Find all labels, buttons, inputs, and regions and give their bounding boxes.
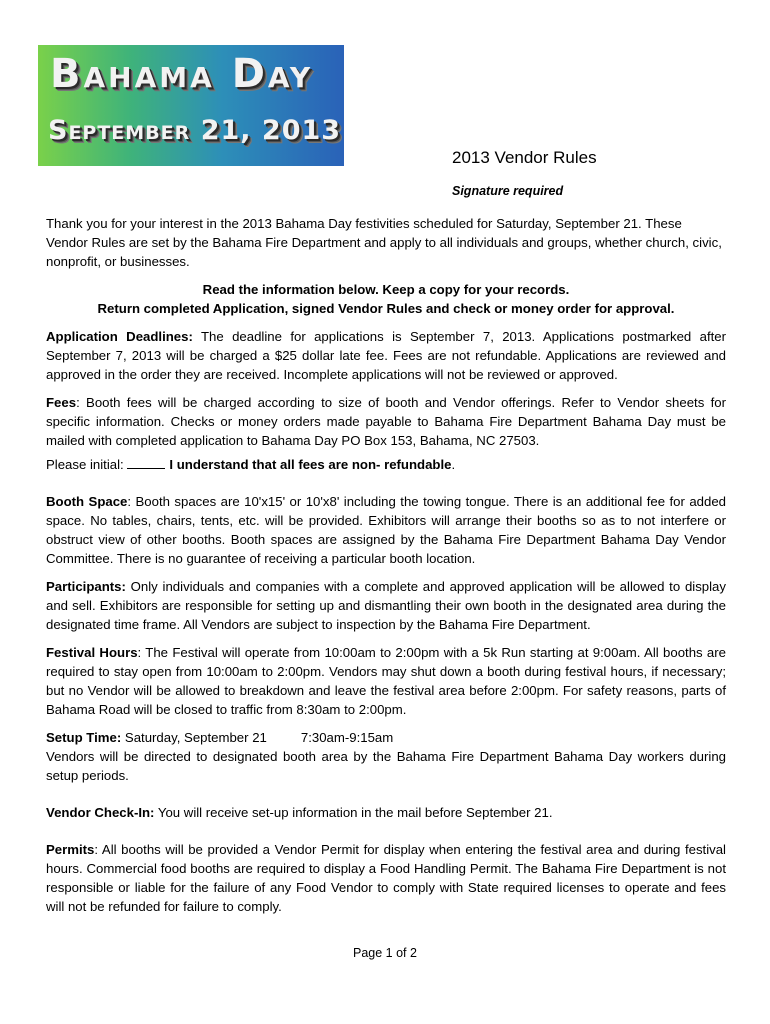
checkin-label: Vendor Check-In:	[46, 805, 155, 820]
initial-suffix: .	[451, 457, 456, 472]
permits-section	[46, 840, 726, 916]
deadlines-section	[46, 327, 726, 384]
initial-prefix: Please initial:	[46, 457, 128, 472]
initial-line	[46, 455, 726, 474]
setup-day: Saturday, September 21	[121, 730, 267, 745]
banner-date: September 21, 2013	[48, 115, 342, 146]
hours-label: Festival Hours	[46, 645, 138, 660]
setup-time: 7:30am-9:15am	[300, 730, 394, 745]
notice-line-2: Return completed Application, signed Vendor Rules and check or money order for approval.	[97, 301, 675, 316]
notice-line-1: Read the information below. Keep a copy for your records.	[202, 282, 570, 297]
checkin-text: You will receive set-up information in the mail before September 21.	[154, 805, 553, 820]
participants-text: Only individuals and companies with a complete and approved application will be allowed to display and sell. Exhibitors are responsible for setting up and dismantling their own booth in the designated area during the designated time frame. All Vendors are subject to inspection by the Bahama Fire Department.	[46, 579, 726, 632]
permits-label: Permits	[46, 842, 95, 857]
fees-text: : Booth fees will be charged according to size of booth and Vendor offerings. Refer to Vendor sheets for specific information. Checks or money orders made payable to Bahama Fire Department Bahama Day must be mailed with completed application to Bahama Day PO Box 153, Bahama, NC 27503.	[46, 395, 726, 448]
booth-section	[46, 492, 726, 568]
participants-section	[46, 577, 726, 634]
fees-section	[46, 393, 726, 450]
permits-text: : All booths will be provided a Vendor Permit for display when entering the festival area and during festival hours. Commercial food booths are required to display a Food Handling Permit. The Bahama Fire Department is not responsible or liable for the failure of any Food Vendor to comply with State required licenses to operate and fees will not be refunded for failure to comply.	[46, 842, 726, 914]
page-number: Page 1 of 2	[353, 946, 417, 960]
setup-section	[46, 728, 726, 785]
intro-paragraph: Thank you for your interest in the 2013 Bahama Day festivities scheduled for Saturday, September 21. These Vendor Rules are set by the Bahama Fire Department and apply to all individuals and groups, whether church, civic, nonprofit, or businesses.	[46, 216, 722, 269]
deadlines-text: The deadline for applications is September 7, 2013. Applications postmarked after September 7, 2013 will be charged a $25 dollar late fee. Fees are not refundable. Applications are reviewed and approved in the order they are received. Incomplete applications will not be reviewed or approved.	[46, 329, 726, 382]
bahama-day-banner-logo	[38, 45, 344, 166]
hours-text: : The Festival will operate from 10:00am to 2:00pm with a 5k Run starting at 9:00am. All booths are required to stay open from 10:00am to 2:00pm. Vendors may shut down a booth during festival hours, if necessary; but no Vendor will be allowed to breakdown and leave the festival area before 2:00pm. For safety reasons, parts of Bahama Road will be closed to traffic from 8:30am to 2:00pm.	[46, 645, 726, 717]
initial-statement: I understand that all fees are non- refundable	[169, 457, 452, 472]
notice-block	[46, 280, 726, 318]
setup-label: Setup Time:	[46, 730, 122, 745]
booth-label: Booth Space	[46, 494, 128, 509]
fees-label: Fees	[46, 395, 77, 410]
initial-blank-field[interactable]	[127, 456, 165, 469]
checkin-section	[46, 803, 726, 822]
participants-label: Participants:	[46, 579, 126, 594]
booth-text: : Booth spaces are 10'x15' or 10'x8' including the towing tongue. There is an additional fee for added space. No tables, chairs, tents, etc. will be provided. Exhibitors will arrange their booths so as to not interfere or obstruct view of other booths. Booth spaces are assigned by the Bahama Fire Department Bahama Day Vendor Committee. There is no guarantee of receiving a particular booth location.	[46, 494, 727, 566]
setup-text: Vendors will be directed to designated booth area by the Bahama Fire Department Bahama Day workers during setup periods.	[46, 749, 726, 783]
document-title: 2013 Vendor Rules	[452, 148, 597, 167]
hours-section	[46, 643, 726, 719]
signature-required-note: Signature required	[452, 184, 564, 198]
deadlines-label: Application Deadlines:	[46, 329, 193, 344]
banner-title: Bahama Day	[50, 51, 314, 97]
document-body	[46, 214, 726, 925]
